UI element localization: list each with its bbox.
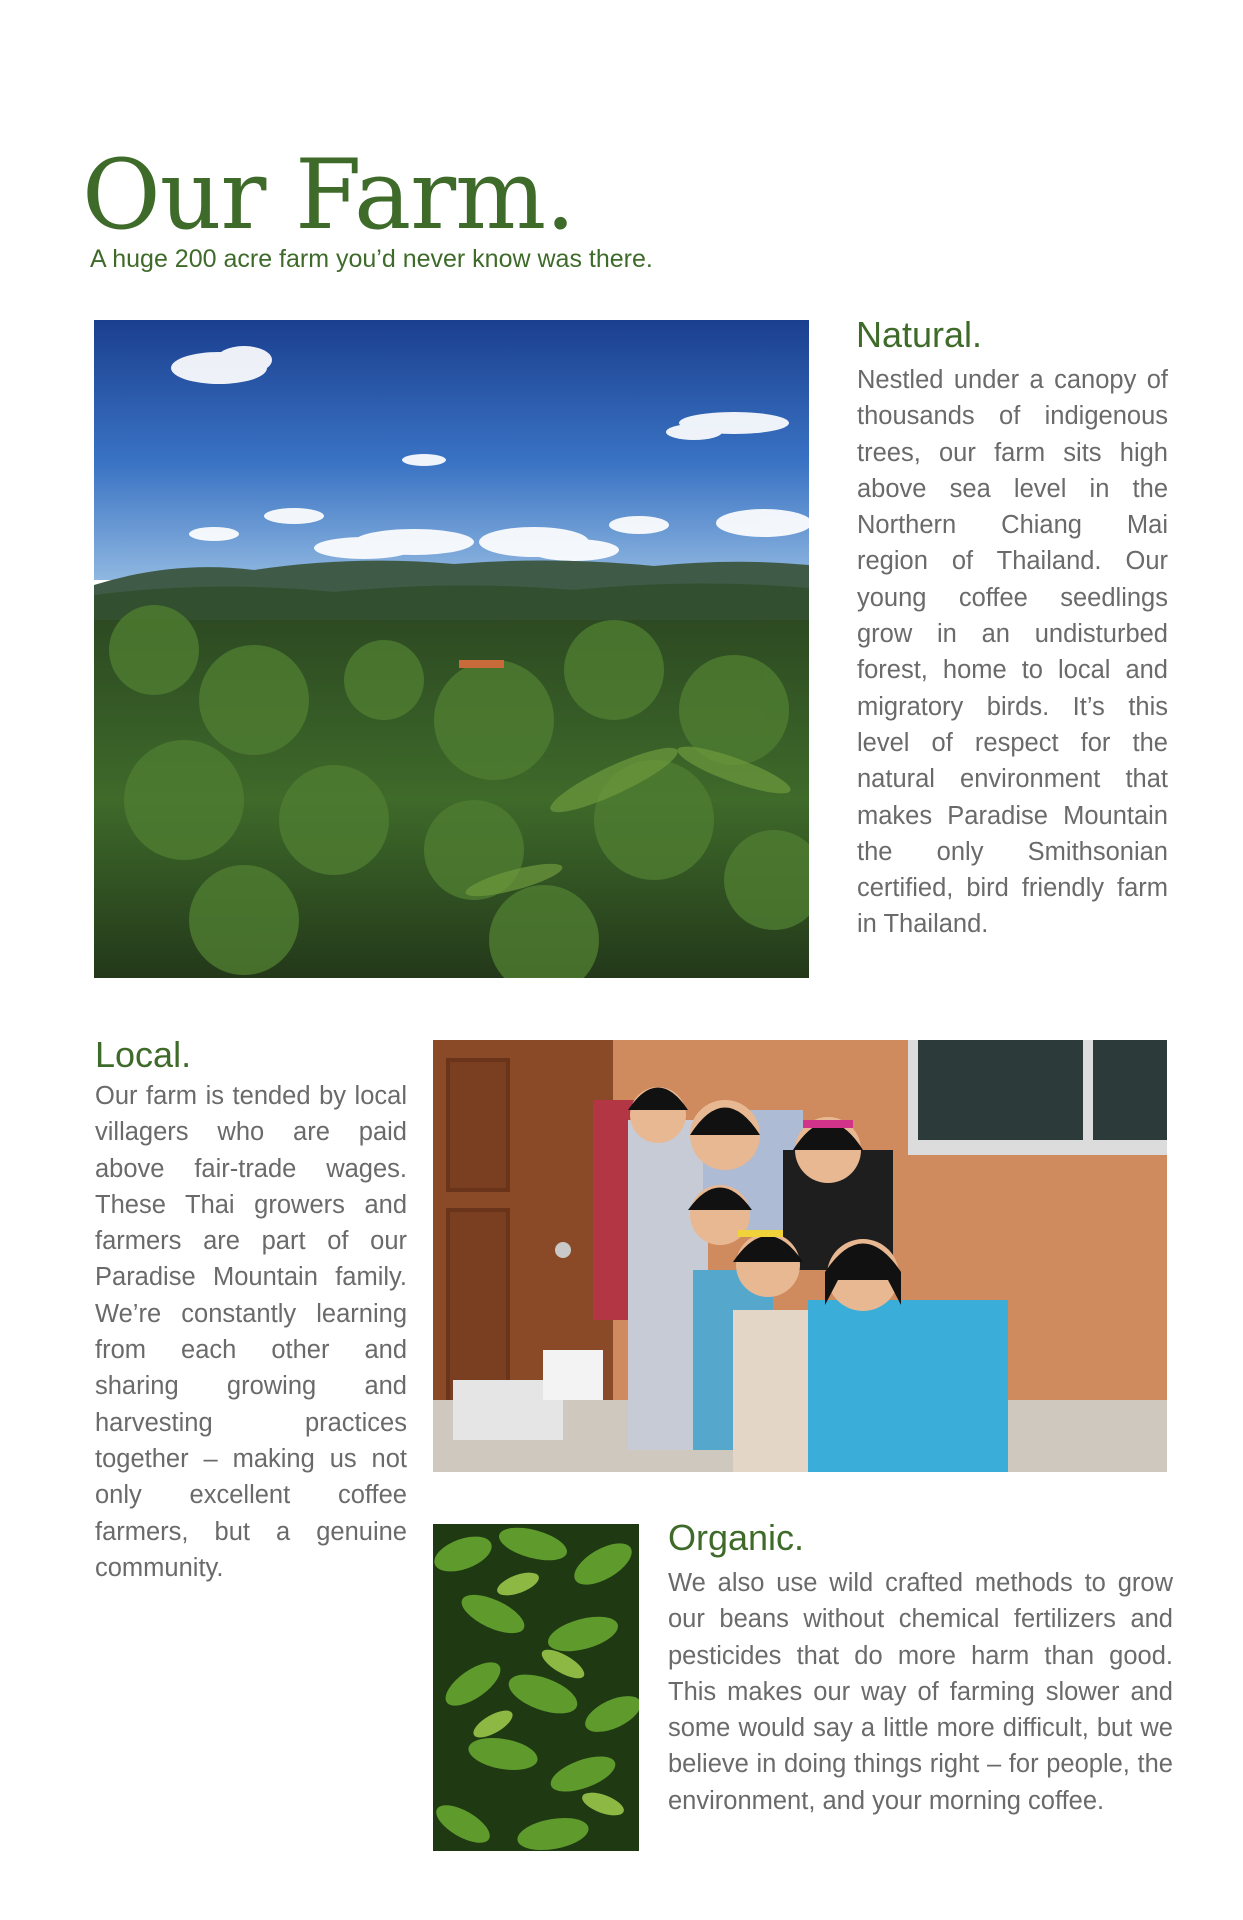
page-subtitle: A huge 200 acre farm you’d never know was there. bbox=[90, 245, 653, 273]
organic-heading: Organic. bbox=[668, 1517, 805, 1558]
organic-text: We also use wild crafted methods to grow our beans without chemical fertilizers and pesticides that do more harm than good. This makes our way of farming slower and some would say a little more difficult, but we believe in doing things right – for people, the environment, and your morning coffee. bbox=[668, 1569, 1173, 1815]
village-children-photo bbox=[433, 1040, 1167, 1472]
local-heading: Local. bbox=[95, 1034, 192, 1075]
page-title: Our Farm. bbox=[82, 139, 575, 251]
farm-landscape-photo bbox=[94, 320, 809, 978]
natural-text: Nestled under a canopy of thousands of indigenous trees, our farm sits high above sea level in the Northern Chiang Mai region of Thailand. Our young coffee seedlings grow in an undisturbed forest, home to local and migratory birds. It’s this level of respect for the natural environment that makes Paradise Mountain the only Smithsonian certified, bird friendly farm in Thailand. bbox=[857, 366, 1168, 939]
coffee-seedlings-photo bbox=[433, 1524, 639, 1851]
natural-heading: Natural. bbox=[856, 314, 983, 355]
local-text: Our farm is tended by local villagers who are paid above fair-trade wages. These Thai growers and farmers are part of our Paradise Mountain family. We’re constantly learning from each other and sharing growing and harvesting practices together – making us not only excellent coffee farmers, but a genuine community. bbox=[95, 1082, 407, 1582]
